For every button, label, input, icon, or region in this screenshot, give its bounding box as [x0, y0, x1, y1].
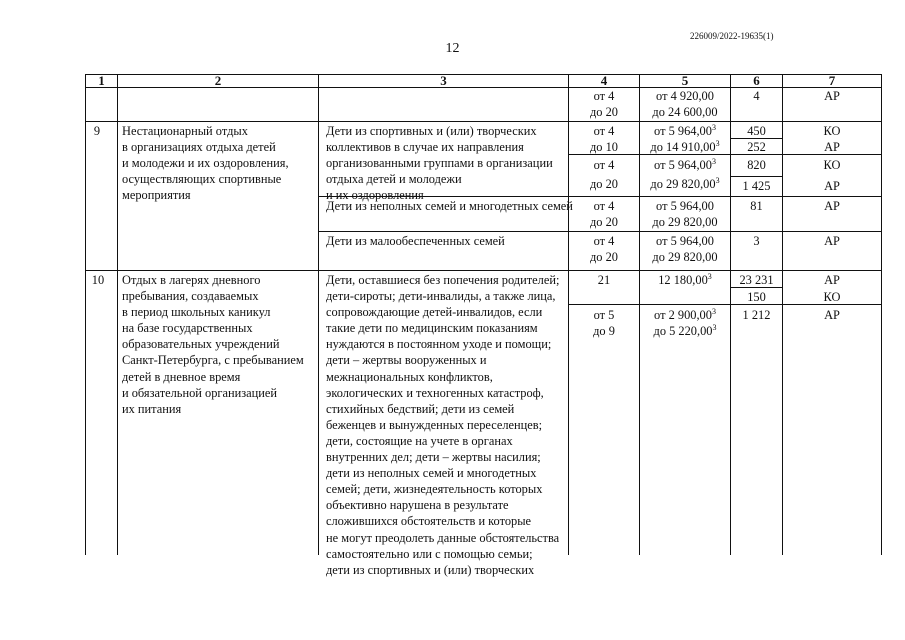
cost-range: от 5 964,00 до 29 820,00 [652, 234, 718, 265]
category-description: Дети из неполных семей и многодетных семей [326, 199, 573, 213]
column-header: 6 [753, 73, 760, 88]
cost-range: от 5 964,00$^3$ до 29 820,00$^3$ [650, 157, 720, 192]
column-header: 4 [600, 73, 608, 88]
age-value: 21 [597, 273, 611, 287]
column-header: 3 [440, 73, 447, 88]
age-range: от 4 до 20 [590, 199, 618, 230]
document-id: 226009/2022-19635(1) [690, 31, 774, 41]
column-header: 7 [828, 73, 836, 88]
category-code: КО [823, 124, 841, 138]
subrow-divider [318, 231, 882, 232]
child-count: 1 212 [742, 308, 771, 322]
cost-range: от 2 900,00$^3$ до 5 220,00$^3$ [653, 307, 717, 339]
cost-range: от 5 964,00 до 29 820,00 [652, 199, 718, 230]
category-code: АР [824, 89, 840, 103]
category-code: АР [824, 140, 840, 154]
age-range: от 4 до 10 [590, 124, 618, 155]
child-count: 252 [747, 140, 766, 154]
child-count: 81 [750, 199, 763, 213]
service-name: Нестационарный отдых в организациях отдыха детей и молодежи и их оздоровления, осуществляющих спортивные мероприятия [122, 124, 289, 203]
category-code: АР [824, 179, 840, 193]
category-code: КО [823, 158, 841, 172]
category-code: АР [824, 308, 840, 322]
child-count: 3 [753, 234, 760, 248]
category-description: Дети из спортивных и (или) творческих коллективов в случае их направления организованными группами в организации отдыха детей и молодежи и их оздоровления [326, 124, 553, 203]
column-divider [318, 74, 319, 555]
age-range: от 4 до 20 [590, 158, 618, 192]
row-number: 10 [91, 273, 105, 287]
child-count: 1 425 [742, 179, 771, 193]
child-count: 23 231 [739, 273, 774, 287]
child-count: 450 [747, 124, 766, 138]
service-name: Отдых в лагерях дневного пребывания, создаваемых в период школьных каникул на базе государственных образовательных учреждений Санкт-Петербурга, с пребыванием детей в дневное время и обязательной организацией их питания [122, 273, 304, 416]
column-header: 1 [98, 73, 105, 88]
row-divider [85, 121, 882, 122]
column-header: 5 [681, 73, 689, 88]
child-count: 150 [747, 290, 766, 304]
age-range: от 4 до 20 [590, 234, 618, 265]
table-border-right [881, 74, 882, 555]
category-code: КО [823, 290, 841, 304]
column-divider [117, 74, 118, 555]
cost-range: от 5 964,00$^3$ до 14 910,00$^3$ [650, 123, 720, 155]
subrow-divider [730, 176, 782, 177]
page-number: 12 [445, 41, 460, 56]
category-description: Дети из малообеспеченных семей [326, 234, 505, 248]
age-range: от 4 до 20 [590, 89, 618, 120]
cost-value: 12 180,00$^3$ [658, 272, 712, 287]
child-count: 820 [747, 158, 766, 172]
cost-range: от 4 920,00 до 24 600,00 [652, 89, 718, 120]
table-border-left [85, 74, 86, 555]
row-number: 9 [93, 124, 101, 138]
category-code: АР [824, 199, 840, 213]
child-count: 4 [753, 89, 760, 103]
row-divider [85, 270, 882, 271]
category-description: Дети, оставшиеся без попечения родителей; дети-сироты; дети-инвалиды, а также лица, сопровождающие детей-инвалидов, если такие дети по медицинским показаниям нуждаются в постоянном уходе и помощи; дети – жертвы вооруженных и межнациональных конфликтов, экологических и техногенных катастроф, стихийных бедствий; дети из семей беженцев и вынужденных переселенцев; дети, состоящие на учете в органах внутренних дел; дети – жертвы насилия; дети из неполных семей и многодетных семей; дети, жизнедеятельность которых объективно нарушена в результате сложившихся обстоятельств и которые не могут преодолеть данные обстоятельства самостоятельно или с помощью семьи; дети из спортивных и (или) творческих [326, 273, 560, 577]
column-header: 2 [214, 73, 222, 88]
age-range: от 5 до 9 [593, 308, 615, 339]
category-code: АР [824, 273, 840, 287]
category-code: АР [824, 234, 840, 248]
